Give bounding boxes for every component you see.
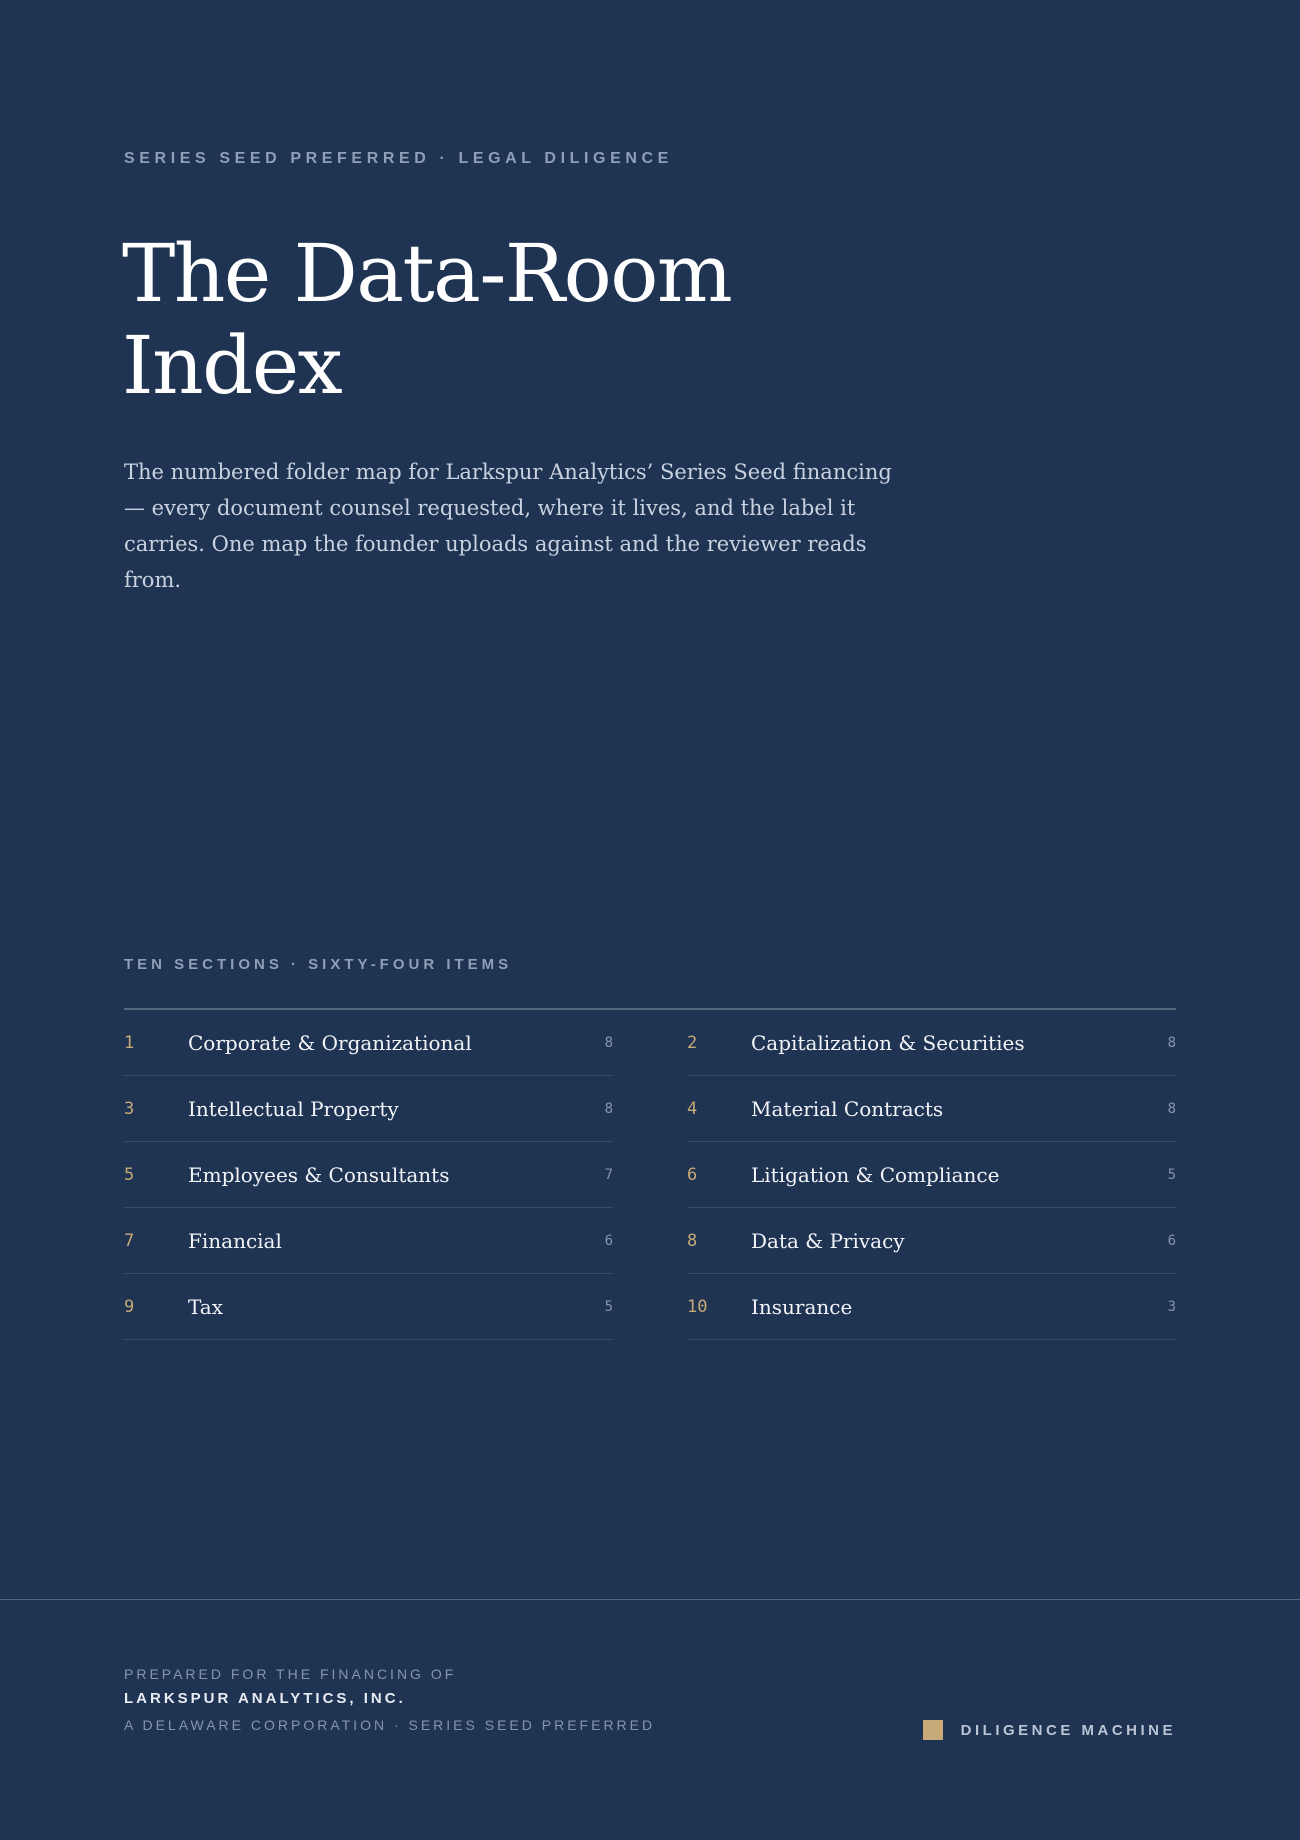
- section-number: 10: [687, 1296, 708, 1317]
- index-row: [687, 1208, 1176, 1274]
- index-row: [687, 1274, 1176, 1340]
- index-row: [124, 1274, 613, 1340]
- footer-rule: [0, 1599, 1300, 1600]
- section-number: 4: [687, 1098, 698, 1119]
- section-number: 6: [687, 1164, 698, 1185]
- item-count: 7: [604, 1166, 613, 1183]
- section-number: 1: [124, 1032, 135, 1053]
- brand-lockup: [923, 1720, 1176, 1740]
- item-count: 5: [604, 1298, 613, 1315]
- square-logo-icon: [923, 1720, 943, 1740]
- item-count: 6: [604, 1232, 613, 1249]
- section-title: Material Contracts: [751, 1096, 944, 1121]
- item-count: 5: [1167, 1166, 1176, 1183]
- item-count: 6: [1167, 1232, 1176, 1249]
- index-row: [687, 1142, 1176, 1208]
- title-line-2: Index: [122, 319, 342, 412]
- item-count: 8: [1167, 1100, 1176, 1117]
- corporation-line: A DELAWARE CORPORATION · SERIES SEED PREFERRED: [124, 1717, 656, 1733]
- index-section-label: TEN SECTIONS · SIXTY-FOUR ITEMS: [124, 956, 513, 973]
- eyebrow-label: SERIES SEED PREFERRED · LEGAL DILIGENCE: [124, 150, 673, 167]
- section-title: Tax: [188, 1294, 223, 1319]
- company-name: LARKSPUR ANALYTICS, INC.: [124, 1690, 406, 1707]
- index-row: [124, 1076, 613, 1142]
- section-title: Data & Privacy: [751, 1228, 905, 1253]
- section-title: Employees & Consultants: [188, 1162, 450, 1187]
- index-row: [124, 1142, 613, 1208]
- section-number: 5: [124, 1164, 135, 1185]
- lede-paragraph: The numbered folder map for Larkspur Analytics’ Series Seed financing — every document counsel requested, where it lives, and the label it carries. One map the founder uploads against and the reviewer reads from.: [124, 460, 892, 592]
- section-number: 9: [124, 1296, 135, 1317]
- section-title: Capitalization & Securities: [751, 1030, 1025, 1055]
- index-row: [687, 1010, 1176, 1076]
- section-number: 3: [124, 1098, 135, 1119]
- index-row: [124, 1010, 613, 1076]
- item-count: 8: [1167, 1034, 1176, 1051]
- index-row: [124, 1208, 613, 1274]
- section-title: Litigation & Compliance: [751, 1162, 1000, 1187]
- title-line-1: The Data-Room: [122, 227, 732, 320]
- item-count: 8: [604, 1034, 613, 1051]
- index-row: [687, 1076, 1176, 1142]
- prepared-for-label: PREPARED FOR THE FINANCING OF: [124, 1666, 457, 1682]
- section-number: 7: [124, 1230, 135, 1251]
- index-grid: [124, 1010, 1176, 1340]
- item-count: 8: [604, 1100, 613, 1117]
- section-title: Corporate & Organizational: [188, 1030, 472, 1055]
- section-number: 2: [687, 1032, 698, 1053]
- item-count: 3: [1167, 1298, 1176, 1315]
- brand-name: DILIGENCE MACHINE: [960, 1721, 1176, 1739]
- section-number: 8: [687, 1230, 698, 1251]
- section-title: Insurance: [751, 1294, 853, 1319]
- section-title: Intellectual Property: [188, 1096, 399, 1121]
- section-title: Financial: [188, 1228, 282, 1253]
- page-title: [122, 228, 922, 412]
